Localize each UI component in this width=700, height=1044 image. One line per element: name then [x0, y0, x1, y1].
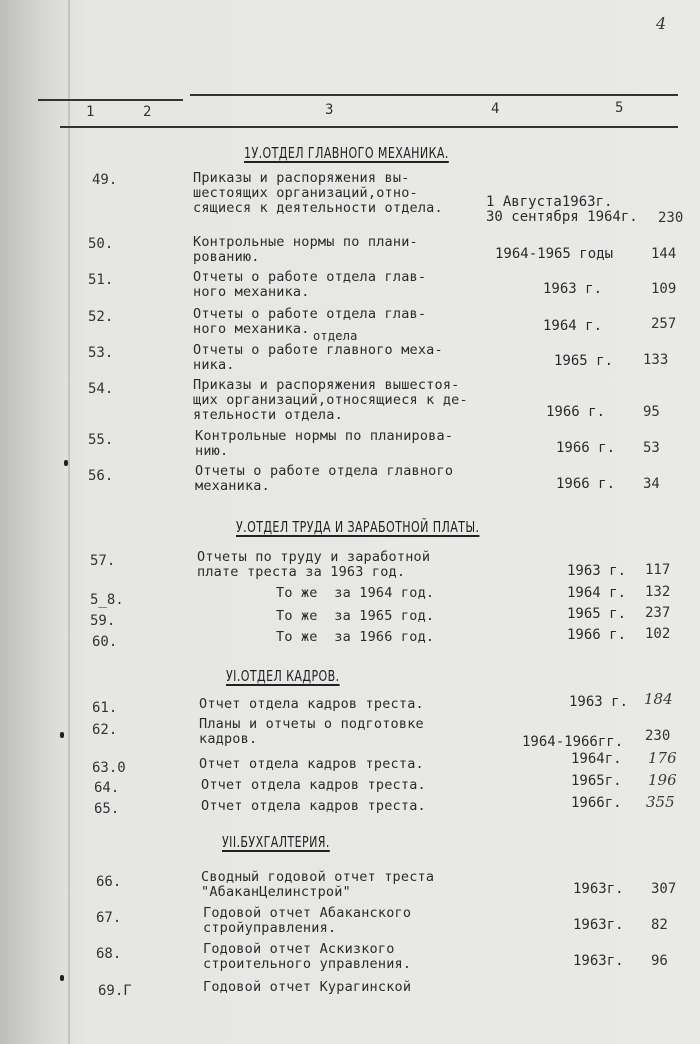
row-64-date: 1965г. — [571, 773, 622, 789]
row-58-date: 1964 г. — [567, 585, 627, 601]
row-67-title: Годовой отчет Абаканского стройуправления. — [203, 905, 412, 936]
row-60-number: 60. — [92, 634, 118, 650]
row-51-count: 109 — [651, 281, 677, 297]
header-top-rule-left — [38, 99, 183, 101]
row-56-number: 56. — [88, 468, 114, 484]
row-53-title: Отчеты о работе главного меха- ника. — [193, 342, 443, 373]
row-56-date: 1966 г. — [556, 476, 616, 492]
row-69-number: 69.Г — [98, 983, 132, 999]
row-53-number: 53. — [88, 345, 114, 361]
row-59-count: 237 — [645, 605, 671, 621]
header-top-rule-right — [190, 94, 678, 96]
row-49-title: Приказы и распоряжения вы- шестоящих организаций,отно- сящиеся к деятельности отдела. — [193, 170, 443, 216]
row-66-date: 1963г. — [573, 881, 624, 897]
row-51-date: 1963 г. — [543, 281, 603, 297]
row-66-count: 307 — [651, 881, 677, 897]
row-65-date: 1966г. — [571, 795, 622, 811]
row-66-title: Сводный годовой отчет треста "АбаканЦелинстрой" — [201, 869, 435, 900]
row-54-date: 1966 г. — [546, 404, 606, 420]
section-heading-accounting: УII.БУХГАЛТЕРИЯ. — [222, 833, 330, 851]
column-header-5: 5 — [615, 100, 624, 116]
row-68-number: 68. — [96, 946, 122, 962]
row-66-number: 66. — [96, 874, 122, 890]
row-68-date: 1963г. — [573, 953, 624, 969]
row-56-title: Отчеты о работе отдела главного механика. — [195, 463, 454, 494]
row-54-title: Приказы и распоряжения вышестоя- щих организаций,относящиеся к де- ятельности отдела. — [193, 377, 468, 423]
row-57-number: 57. — [90, 553, 116, 569]
row-68-title: Годовой отчет Аскизкого строительного управления. — [203, 941, 412, 972]
binding-hole-mark — [64, 460, 68, 466]
row-52-number: 52. — [88, 309, 114, 325]
row-63-title: Отчет отдела кадров треста. — [199, 756, 424, 772]
row-53-count: 133 — [643, 352, 669, 368]
row-58-number: 5_8. — [90, 592, 124, 608]
row-52-insert-note: отдела — [313, 329, 358, 343]
row-49-count: 230 — [658, 210, 684, 226]
row-65-count: 355 — [646, 793, 675, 811]
header-bottom-rule — [60, 126, 678, 128]
row-61-number: 61. — [92, 700, 118, 716]
row-67-count: 82 — [651, 917, 668, 933]
row-63-count: 176 — [648, 749, 677, 767]
row-67-date: 1963г. — [573, 917, 624, 933]
row-60-date: 1966 г. — [567, 627, 627, 643]
row-59-date: 1965 г. — [567, 606, 627, 622]
row-65-number: 65. — [94, 801, 120, 817]
binding-hole-mark — [60, 732, 64, 738]
row-57-count: 117 — [645, 562, 671, 578]
row-55-count: 53 — [643, 440, 660, 456]
row-65-title: Отчет отдела кадров треста. — [201, 798, 426, 814]
column-header-3: 3 — [325, 102, 334, 118]
row-54-count: 95 — [643, 404, 660, 420]
row-63-number: 63.0 — [92, 760, 126, 776]
row-51-title: Отчеты о работе отдела глав- ного механика. — [193, 269, 427, 300]
row-64-title: Отчет отдела кадров треста. — [201, 777, 426, 793]
row-49-date: 1 Августа1963г. 30 сентября 1964г. — [486, 194, 638, 225]
section-heading-labor-wages: У.ОТДЕЛ ТРУДА И ЗАРАБОТНОЙ ПЛАТЫ. — [236, 518, 480, 536]
binding-hole-mark — [60, 975, 64, 981]
row-52-date: 1964 г. — [543, 318, 603, 334]
row-52-count: 257 — [651, 316, 677, 332]
row-69-title: Годовой отчет Курагинской — [203, 979, 412, 995]
row-50-date: 1964-1965 годы — [495, 246, 614, 262]
column-header-1: 1 — [86, 104, 95, 120]
row-62-number: 62. — [92, 722, 118, 738]
row-54-number: 54. — [88, 381, 114, 397]
row-68-count: 96 — [651, 953, 668, 969]
row-49-number: 49. — [92, 172, 118, 188]
column-header-4: 4 — [491, 101, 500, 117]
row-51-number: 51. — [88, 272, 114, 288]
row-56-count: 34 — [643, 476, 660, 492]
row-61-date: 1963 г. — [569, 694, 629, 710]
section-heading-mechanic: 1У.ОТДЕЛ ГЛАВНОГО МЕХАНИКА. — [244, 144, 449, 162]
row-61-count: 184 — [644, 690, 673, 708]
page-fold-line — [68, 0, 70, 1044]
row-57-title: Отчеты по труду и заработной плате треста за 1963 год. — [197, 549, 431, 580]
row-58-count: 132 — [645, 584, 671, 600]
row-52-title: Отчеты о работе отдела глав- ного механика. — [193, 306, 427, 337]
row-62-title: Планы и отчеты о подготовке кадров. — [199, 716, 424, 747]
row-59-title: То же за 1965 год. — [276, 608, 435, 624]
row-57-date: 1963 г. — [567, 563, 627, 579]
row-60-count: 102 — [645, 626, 671, 642]
row-58-title: То же за 1964 год. — [276, 585, 435, 601]
row-64-count: 196 — [648, 771, 677, 789]
page-binding-edge — [0, 0, 72, 1044]
column-header-2: 2 — [143, 104, 152, 120]
row-67-number: 67. — [96, 910, 122, 926]
row-64-number: 64. — [94, 780, 120, 796]
row-50-count: 144 — [651, 246, 677, 262]
row-50-title: Контрольные нормы по плани- рованию. — [193, 234, 418, 265]
row-62-date: 1964-1966гг. — [522, 734, 624, 750]
row-55-date: 1966 г. — [556, 440, 616, 456]
row-62-count: 230 — [645, 728, 671, 744]
row-60-title: То же за 1966 год. — [276, 629, 435, 645]
row-61-title: Отчет отдела кадров треста. — [199, 696, 424, 712]
section-heading-personnel: УI.ОТДЕЛ КАДРОВ. — [226, 667, 340, 685]
row-50-number: 50. — [88, 236, 114, 252]
row-53-date: 1965 г. — [554, 353, 614, 369]
page-number: 4 — [656, 14, 667, 33]
row-55-number: 55. — [88, 432, 114, 448]
row-59-number: 59. — [90, 613, 116, 629]
row-63-date: 1964г. — [571, 751, 622, 767]
row-55-title: Контрольные нормы по планирова- нию. — [195, 428, 454, 459]
